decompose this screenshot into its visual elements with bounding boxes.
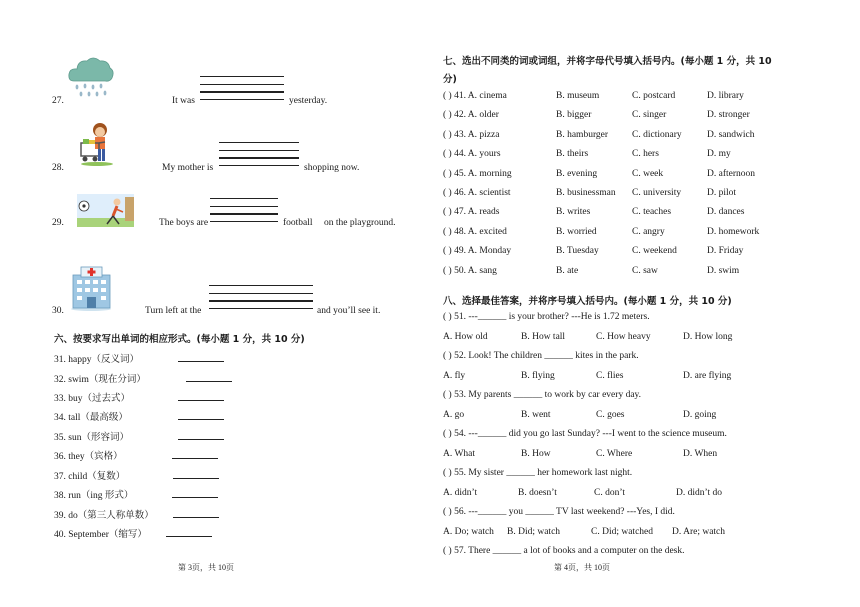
choice-question: ( ) 43. A. pizza xyxy=(443,129,500,140)
choice-option[interactable]: B. ate xyxy=(556,265,579,276)
choice-option[interactable]: D. Friday xyxy=(707,246,744,257)
mc-option[interactable]: C. Did; watched xyxy=(591,526,654,537)
mc-question: ( ) 54. ---______ did you go last Sunday? ---I went to the science museum. xyxy=(443,429,727,439)
section-8-title: 八、选择最佳答案，并将序号填入括号内。(每小题 1 分，共 10 分) xyxy=(443,296,732,307)
word-form-item: 31. happy（反义词） xyxy=(54,355,139,365)
mc-option[interactable]: B. went xyxy=(521,409,551,420)
choice-option[interactable]: B. museum xyxy=(556,91,600,101)
word-form-item: 35. sun（形容词） xyxy=(54,433,129,443)
choice-option[interactable]: D. sandwich xyxy=(707,129,755,140)
choice-question: ( ) 42. A. older xyxy=(443,110,499,121)
choice-option[interactable]: D. homework xyxy=(707,226,760,237)
sentence-middle: football xyxy=(283,218,313,228)
page-footer: 第 4页，共 10页 xyxy=(554,563,610,572)
choice-question: ( ) 44. A. yours xyxy=(443,149,501,160)
hospital-icon xyxy=(70,263,113,311)
choice-option[interactable]: C. teaches xyxy=(632,207,672,218)
mc-option[interactable]: A. Do; watch xyxy=(443,526,494,537)
choice-option[interactable]: C. hers xyxy=(632,149,659,160)
choice-question: ( ) 49. A. Monday xyxy=(443,246,512,257)
mc-option[interactable]: D. didn’t do xyxy=(676,487,723,498)
sentence-end: yesterday. xyxy=(289,96,328,106)
mc-option[interactable]: C. goes xyxy=(596,409,625,420)
mc-option[interactable]: B. How tall xyxy=(521,331,566,342)
choice-option[interactable]: C. dictionary xyxy=(632,129,682,140)
sentence-start: Turn left at the xyxy=(145,306,202,316)
football-icon xyxy=(77,194,134,227)
mc-question: ( ) 52. Look! The children ______ kites in the park. xyxy=(443,351,639,361)
question-number: 27. xyxy=(52,96,64,106)
choice-option[interactable]: B. theirs xyxy=(556,149,589,160)
choice-question: ( ) 50. A. sang xyxy=(443,265,497,276)
mc-option[interactable]: A. fly xyxy=(443,370,466,381)
mc-option[interactable]: D. going xyxy=(683,409,717,420)
word-form-item: 34. tall（最高级） xyxy=(54,413,128,423)
sentence-start: The boys are xyxy=(159,218,209,228)
choice-question: ( ) 47. A. reads xyxy=(443,207,500,218)
shopping-cart-icon xyxy=(77,121,117,169)
sentence-end: on the playground. xyxy=(324,218,396,228)
word-form-item: 40. September（缩写） xyxy=(54,530,147,540)
answer-blank[interactable] xyxy=(178,391,224,401)
choice-option[interactable]: D. swim xyxy=(707,265,740,276)
mc-option[interactable]: B. How xyxy=(521,448,551,459)
choice-option[interactable]: C. postcard xyxy=(632,91,676,101)
mc-question: ( ) 57. There ______ a lot of books and a computer on the desk. xyxy=(443,546,685,556)
sentence-start: It was xyxy=(172,96,195,106)
choice-option[interactable]: D. library xyxy=(707,91,744,101)
choice-option[interactable]: B. businessman xyxy=(556,188,616,198)
choice-option[interactable]: C. angry xyxy=(632,226,665,237)
mc-option[interactable]: A. didn’t xyxy=(443,487,478,498)
word-form-item: 37. child（复数） xyxy=(54,472,126,482)
answer-blank[interactable] xyxy=(186,372,232,382)
choice-option[interactable]: D. afternoon xyxy=(707,168,756,179)
choice-option[interactable]: C. week xyxy=(632,168,664,179)
answer-blank[interactable] xyxy=(178,352,224,362)
choice-question: ( ) 41. A. cinema xyxy=(443,91,507,101)
choice-option[interactable]: C. singer xyxy=(632,110,667,121)
question-number: 28. xyxy=(52,163,64,173)
mc-option[interactable]: A. What xyxy=(443,448,476,459)
question-number: 30. xyxy=(52,306,64,316)
mc-question: ( ) 55. My sister ______ her homework last night. xyxy=(443,468,633,478)
choice-question: ( ) 45. A. morning xyxy=(443,168,512,179)
word-form-item: 33. buy（过去式） xyxy=(54,394,131,404)
word-form-item: 38. run（ing 形式） xyxy=(54,491,134,501)
mc-option[interactable]: A. How old xyxy=(443,331,488,342)
choice-option[interactable]: B. worried xyxy=(556,226,597,237)
section-7-title: 七、选出不同类的词或词组，并将字母代号填入括号内。(每小题 1 分，共 10 xyxy=(443,56,772,67)
word-form-item: 39. do（第三人称单数） xyxy=(54,511,154,521)
mc-option[interactable]: D. When xyxy=(683,448,718,459)
section-6-title: 六、按要求写出单词的相应形式。(每小题 1 分，共 10 分) xyxy=(54,334,305,345)
answer-blank[interactable] xyxy=(172,449,218,459)
mc-question: ( ) 51. ---______ is your brother? ---He is 1.72 meters. xyxy=(443,312,650,322)
sentence-start: My mother is xyxy=(162,163,214,173)
mc-option[interactable]: C. Where xyxy=(596,448,633,459)
answer-blank[interactable] xyxy=(173,508,219,518)
mc-question: ( ) 56. ---______ you ______ TV last weekend? ---Yes, I did. xyxy=(443,507,675,517)
choice-option[interactable]: D. stronger xyxy=(707,110,750,121)
choice-option[interactable]: D. pilot xyxy=(707,188,737,198)
choice-option[interactable]: B. writes xyxy=(556,207,591,218)
choice-option[interactable]: D. dances xyxy=(707,207,745,218)
answer-blank[interactable] xyxy=(172,488,218,498)
word-form-item: 32. swim（现在分词） xyxy=(54,375,146,385)
mc-question: ( ) 53. My parents ______ to work by car every day. xyxy=(443,390,642,400)
page-footer: 第 3页，共 10页 xyxy=(178,563,234,572)
choice-option[interactable]: C. saw xyxy=(632,265,658,276)
mc-option[interactable]: D. Are; watch xyxy=(672,526,726,537)
answer-blank[interactable] xyxy=(173,469,219,479)
choice-option[interactable]: B. bigger xyxy=(556,110,592,121)
sentence-end: shopping now. xyxy=(304,163,360,173)
sentence-end: and you’ll see it. xyxy=(317,306,381,316)
choice-option[interactable]: C. weekend xyxy=(632,246,677,257)
choice-option[interactable]: B. evening xyxy=(556,168,598,179)
word-form-item: 36. they（宾格） xyxy=(54,452,123,462)
answer-blank[interactable] xyxy=(178,410,224,420)
question-number: 29. xyxy=(52,218,64,228)
mc-option[interactable]: A. go xyxy=(443,409,465,420)
mc-option[interactable]: D. How long xyxy=(683,331,733,342)
mc-option[interactable]: B. Did; watch xyxy=(507,526,561,537)
mc-option[interactable]: B. flying xyxy=(521,370,555,381)
choice-option[interactable]: D. my xyxy=(707,149,731,160)
answer-blank[interactable] xyxy=(178,430,224,440)
rain-cloud-icon xyxy=(68,55,114,99)
mc-option[interactable]: C. How heavy xyxy=(596,331,651,342)
mc-option[interactable]: B. doesn’t xyxy=(518,487,557,498)
section-7-title-cont: 分) xyxy=(443,74,457,85)
choice-option[interactable]: C. university xyxy=(632,188,682,198)
mc-option[interactable]: C. flies xyxy=(596,370,624,381)
choice-option[interactable]: B. Tuesday xyxy=(556,246,599,257)
choice-question: ( ) 48. A. excited xyxy=(443,226,507,237)
mc-option[interactable]: D. are flying xyxy=(683,370,732,381)
choice-option[interactable]: B. hamburger xyxy=(556,129,609,140)
mc-option[interactable]: C. don’t xyxy=(594,487,625,498)
choice-question: ( ) 46. A. scientist xyxy=(443,188,511,198)
answer-blank[interactable] xyxy=(166,527,212,537)
